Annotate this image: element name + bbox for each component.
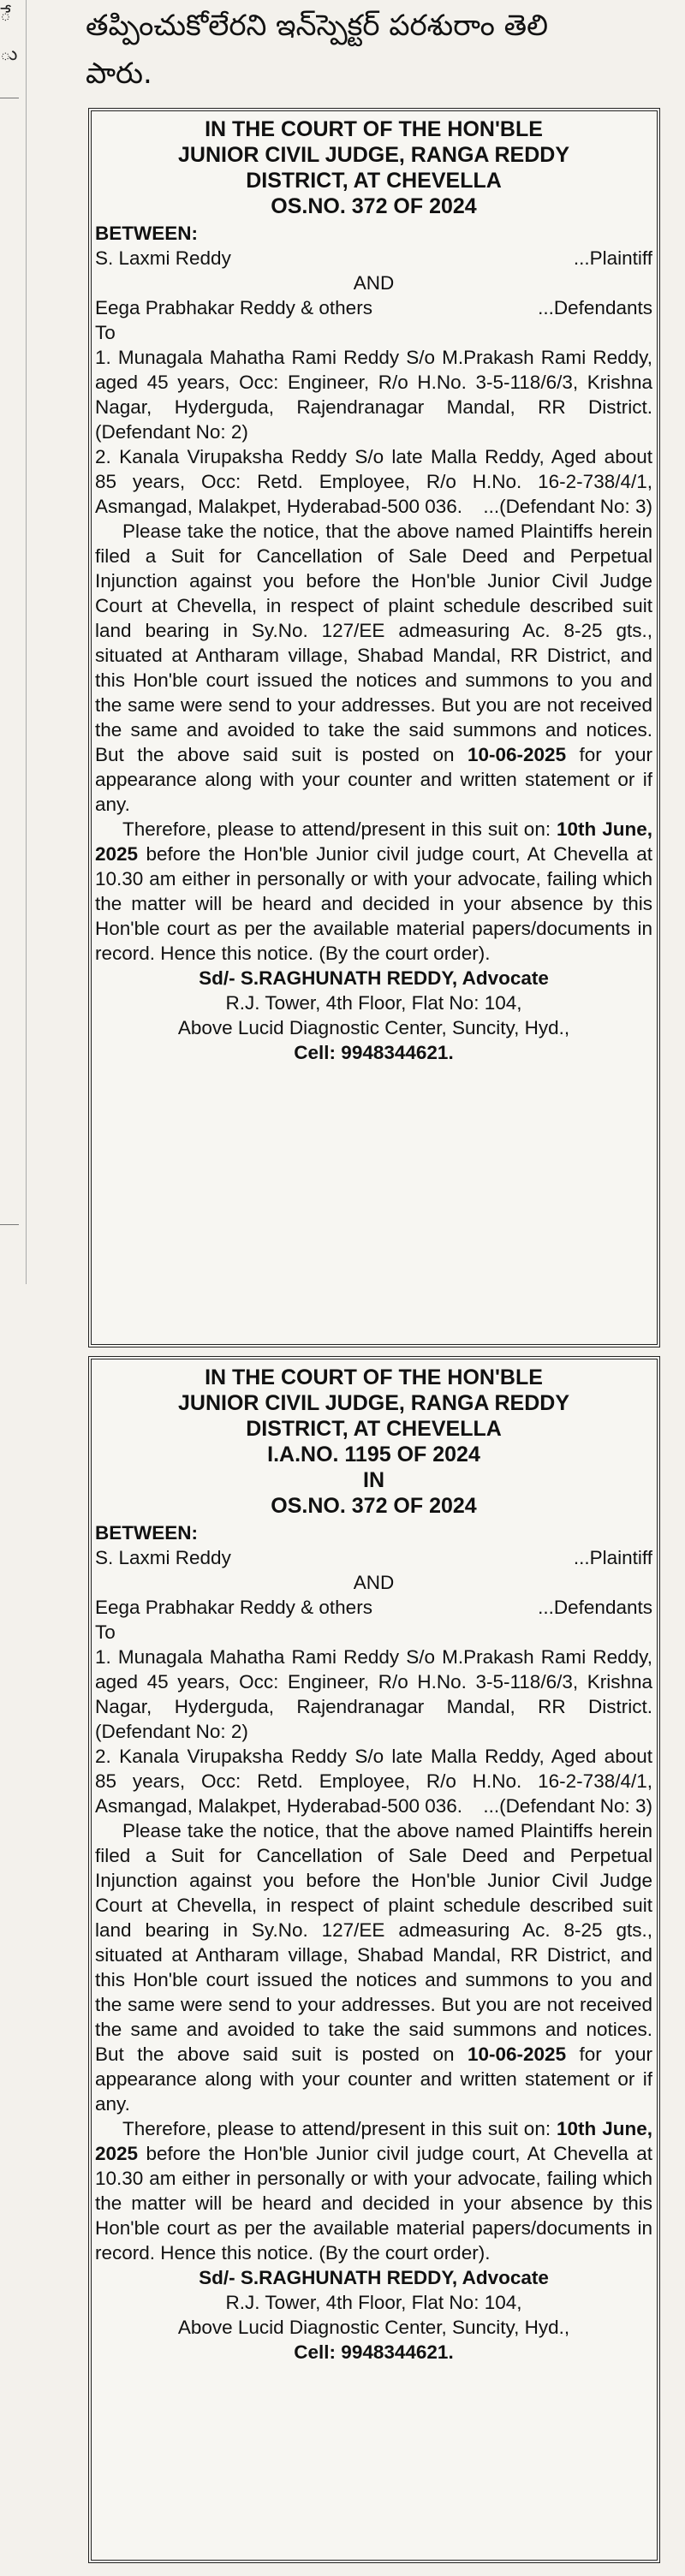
margin-glyph: ు (0, 43, 18, 64)
defendant-2-details (95, 444, 652, 519)
defendant-name: Eega Prabhakar Reddy & others (95, 297, 372, 318)
margin-glyph: ే (0, 3, 11, 25)
cell-number: Cell: 9948344621. (294, 1042, 454, 1063)
plaintiff-row (95, 246, 652, 271)
ia-number: I.A.NO. 1195 OF 2024 (267, 1443, 480, 1466)
para1-text: Please take the notice, that the above named Plaintiffs herein filed a Suit for Cancellation of Sale Deed and Perpetual Injunction against you before the Hon'ble Junior Civil Judge Court at Chevella, in respect of plaint schedule described suit land bearing in Sy.No. 127/EE admeasuring Ac. 8-25 gts., situated at Antharam village, Shabad Mandal, RR District, and this Hon'ble court issued the notices and summons to you and the same were send to your addresses. But you are not received the same and avoided to take the said summons and notices. But the above said suit is posted on (95, 1820, 652, 2065)
address-line-1: R.J. Tower, 4th Floor, Flat No: 104, (225, 992, 522, 1014)
title-line: JUNIOR CIVIL JUDGE, RANGA REDDY (177, 143, 569, 167)
legal-notice-ia (88, 1356, 660, 2563)
posted-date: 10-06-2025 (467, 2044, 567, 2065)
defendant-name: Eega Prabhakar Reddy & others (95, 1597, 372, 1618)
plaintiff-row (95, 1545, 652, 1570)
between-label: BETWEEN: (95, 223, 198, 244)
defendant-1-details: 1. Munagala Mahatha Rami Reddy S/o M.Prakash Rami Reddy, aged 45 years, Occ: Engineer, R/o H.No. 3-5-118/6/3, Krishna Nagar, Hyderguda, Rajendranagar Mandal, RR District. (Defendant No: 2) (95, 347, 652, 443)
para2-text: Therefore, please to attend/present in this suit on: (122, 818, 551, 840)
para2-text: Therefore, please to attend/present in this suit on: (122, 2118, 551, 2139)
address-line-1: R.J. Tower, 4th Floor, Flat No: 104, (225, 2292, 522, 2313)
adjacent-column-strip (0, 0, 27, 1284)
court-title (95, 116, 652, 219)
title-line: JUNIOR CIVIL JUDGE, RANGA REDDY (177, 1391, 569, 1415)
advocate-signature: Sd/- S.RAGHUNATH REDDY, Advocate (199, 2267, 549, 2288)
para2-text-end: before the Hon'ble Junior civil judge court, At Chevella at 10.30 am either in personally or with your advocate, failing which the matter will be heard and decided in your absence by this Hon'ble court as per the available material papers/documents in record. Hence this notice. (By the court order). (95, 2143, 652, 2264)
plaintiff-name: S. Laxmi Reddy (95, 1547, 231, 1568)
title-line: IN THE COURT OF THE HON'BLE (205, 117, 543, 141)
margin-rule (0, 1224, 19, 1225)
cell-number: Cell: 9948344621. (294, 2341, 454, 2363)
address-line-2: Above Lucid Diagnostic Center, Suncity, Hyd., (177, 1017, 570, 1038)
notice-paragraph-1 (95, 519, 652, 817)
para2-text-end: before the Hon'ble Junior civil judge court, At Chevella at 10.30 am either in personally or with your advocate, failing which the matter will be heard and decided in your absence by this Hon'ble court as per the available material papers/documents in record. Hence this notice. (By the court order). (95, 843, 652, 964)
defendant-row (95, 1595, 652, 1620)
defendant-2-details (95, 1744, 652, 1818)
and-label: AND (353, 272, 395, 294)
telugu-line-1: తప్పించుకోలేరని ఇన్‌స్పెక్టర్ పరశురాం తెలి (86, 9, 549, 43)
defendant-2-tag: ...(Defendant No: 3) (483, 1795, 652, 1817)
defendant-role: ...Defendants (538, 1597, 652, 1618)
defendant-role: ...Defendants (538, 297, 652, 318)
defendant-row (95, 295, 652, 320)
advocate-signature: Sd/- S.RAGHUNATH REDDY, Advocate (199, 967, 549, 989)
to-label: To (95, 322, 116, 343)
notice-paragraph-1 (95, 1818, 652, 2116)
telugu-line-2: పారు. (86, 57, 152, 91)
defendant-2-text: 2. Kanala Virupaksha Reddy S/o late Malla Reddy, Aged about 85 years, Occ: Retd. Employee, R/o H.No. 16-2-738/4/1, Asmangad, Malakpet, Hyderabad-500 036. (95, 446, 652, 517)
defendant-2-text: 2. Kanala Virupaksha Reddy S/o late Malla Reddy, Aged about 85 years, Occ: Retd. Employee, R/o H.No. 16-2-738/4/1, Asmangad, Malakpet, Hyderabad-500 036. (95, 1746, 652, 1817)
case-number: OS.NO. 372 OF 2024 (271, 1494, 477, 1518)
posted-date: 10-06-2025 (467, 744, 567, 765)
address-line-2: Above Lucid Diagnostic Center, Suncity, Hyd., (177, 2317, 570, 2338)
para1-text: Please take the notice, that the above named Plaintiffs herein filed a Suit for Cancellation of Sale Deed and Perpetual Injunction against you before the Hon'ble Junior Civil Judge Court at Chevella, in respect of plaint schedule described suit land bearing in Sy.No. 127/EE admeasuring Ac. 8-25 gts., situated at Antharam village, Shabad Mandal, RR District, and this Hon'ble court issued the notices and summons to you and the same were send to your addresses. But you are not received the same and avoided to take the said summons and notices. But the above said suit is posted on (95, 521, 652, 765)
title-line: DISTRICT, AT CHEVELLA (246, 169, 502, 193)
para1-text-end: for your appearance along with your counter and written statement or if any. (95, 744, 652, 815)
and-label: AND (353, 1572, 395, 1593)
para1-text-end: for your appearance along with your counter and written statement or if any. (95, 2044, 652, 2115)
hearing-date: 10th June, 2025 (95, 818, 652, 865)
notice-paragraph-2 (95, 817, 652, 966)
case-number: OS.NO. 372 OF 2024 (271, 194, 477, 218)
notice-paragraph-2 (95, 2116, 652, 2265)
plaintiff-role: ...Plaintiff (573, 247, 652, 269)
legal-notice-os (88, 108, 660, 1347)
title-line: DISTRICT, AT CHEVELLA (246, 1417, 502, 1441)
court-title (95, 1365, 652, 1519)
between-label: BETWEEN: (95, 1522, 198, 1544)
title-line: IN (363, 1468, 384, 1492)
defendant-1-details: 1. Munagala Mahatha Rami Reddy S/o M.Prakash Rami Reddy, aged 45 years, Occ: Engineer, R/o H.No. 3-5-118/6/3, Krishna Nagar, Hyderguda, Rajendranagar Mandal, RR District. (Defendant No: 2) (95, 1646, 652, 1742)
defendant-2-tag: ...(Defendant No: 3) (483, 496, 652, 517)
to-label: To (95, 1621, 116, 1643)
title-line: IN THE COURT OF THE HON'BLE (205, 1365, 543, 1389)
telugu-heading (86, 2, 668, 98)
plaintiff-name: S. Laxmi Reddy (95, 247, 231, 269)
plaintiff-role: ...Plaintiff (573, 1547, 652, 1568)
hearing-date: 10th June, 2025 (95, 2118, 652, 2164)
